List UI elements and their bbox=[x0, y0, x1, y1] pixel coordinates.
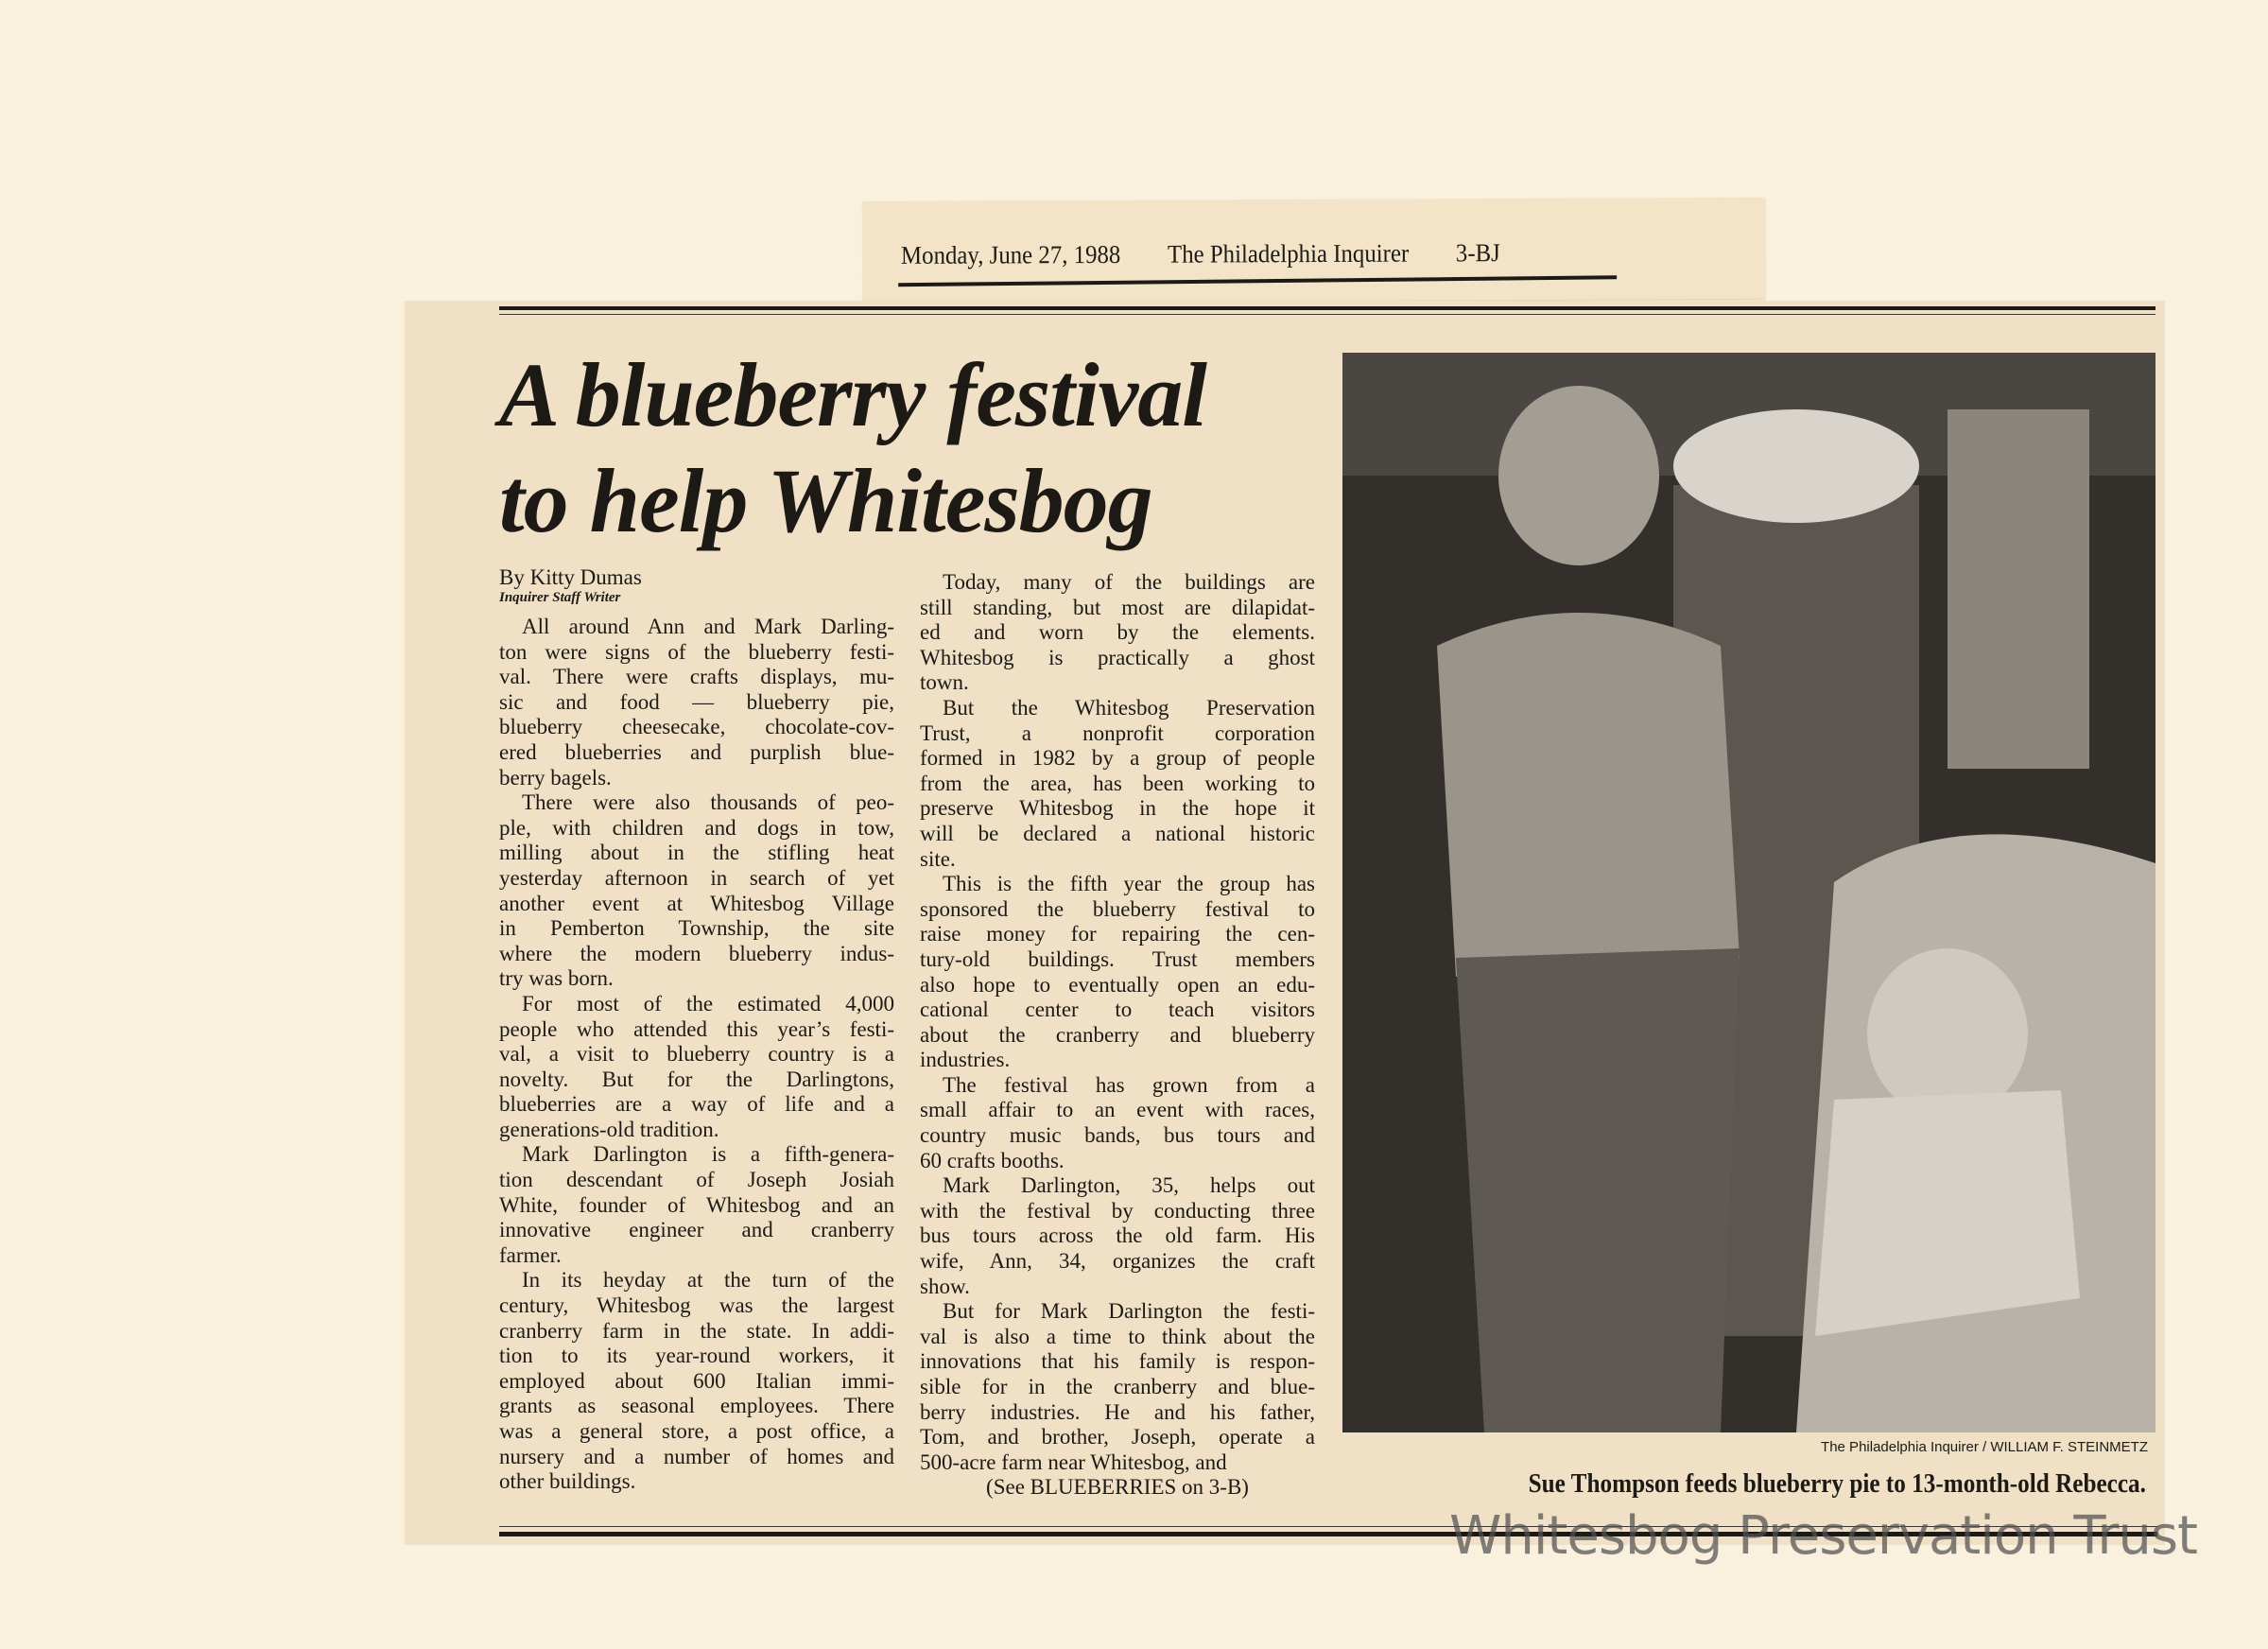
article-line: sponsored the blueberry festival to bbox=[920, 896, 1315, 921]
headline-line-2: to help Whitesbog bbox=[499, 450, 1152, 551]
article-line: val is also a time to think about the bbox=[920, 1324, 1315, 1348]
article-line: There were also thousands of peo- bbox=[522, 790, 894, 815]
article-line: innovations that his family is respon- bbox=[920, 1349, 1315, 1374]
article-line: formed in 1982 by a group of people bbox=[920, 746, 1315, 771]
article-line: century, Whitesbog was the largest bbox=[499, 1293, 894, 1318]
masthead-date: Monday, June 27, 1988 bbox=[900, 239, 1121, 269]
article-line: val. There were crafts displays, mu- bbox=[499, 665, 894, 689]
article-line: grants as seasonal employees. There bbox=[499, 1394, 894, 1418]
article-line: with the festival by conducting three bbox=[920, 1198, 1315, 1223]
masthead-rule bbox=[898, 275, 1617, 286]
top-rule bbox=[499, 306, 2155, 310]
baby-body bbox=[1815, 1090, 2080, 1336]
article-line: preserve Whitesbog in the hope it bbox=[920, 796, 1315, 821]
article-line: country music bands, bus tours and bbox=[920, 1123, 1315, 1148]
article-line: Today, many of the buildings are bbox=[943, 570, 1315, 594]
article-line: generations-old tradition. bbox=[499, 1117, 719, 1141]
article-line: Tom, and brother, Joseph, operate a bbox=[920, 1425, 1315, 1449]
article-line: All around Ann and Mark Darling- bbox=[522, 615, 894, 638]
watermark: Whitesbog Preservation Trust bbox=[1449, 1505, 2197, 1567]
article-line: blueberries are a way of life and a bbox=[499, 1092, 894, 1117]
photo-credit: The Philadelphia Inquirer / WILLIAM F. STEINMETZ bbox=[1821, 1439, 2148, 1455]
article-line: berry industries. He and his father, bbox=[920, 1399, 1315, 1424]
photo-caption: Sue Thompson feeds blueberry pie to 13-month-old Rebecca. bbox=[1528, 1469, 2146, 1499]
headline bbox=[499, 342, 1206, 554]
article-line: other buildings. bbox=[499, 1469, 636, 1494]
article-line: sible for in the cranberry and blue- bbox=[920, 1375, 1315, 1398]
article-line: another event at Whitesbog Village bbox=[499, 891, 894, 915]
article-line: But for Mark Darlington the festi- bbox=[943, 1299, 1315, 1324]
article-line: ton were signs of the blueberry festi- bbox=[499, 639, 894, 664]
article-line: novelty. But for the Darlingtons, bbox=[499, 1067, 894, 1091]
article-line: raise money for repairing the cen- bbox=[920, 922, 1315, 946]
article-line: people who attended this year’s festi- bbox=[499, 1016, 894, 1041]
article-line: innovative engineer and cranberry bbox=[499, 1218, 894, 1242]
article-line: from the area, has been working to bbox=[920, 771, 1315, 795]
masthead-page: 3-BJ bbox=[1455, 238, 1500, 268]
article-column-2 bbox=[920, 570, 1315, 1501]
article-line: Trust, a nonprofit corporation bbox=[920, 720, 1315, 745]
article-line: Mark Darlington, 35, helps out bbox=[943, 1173, 1315, 1198]
woman-head bbox=[1498, 386, 1659, 565]
article-column-1 bbox=[499, 615, 894, 1495]
photo bbox=[1342, 353, 2155, 1432]
article-line: will be declared a national historic bbox=[920, 821, 1315, 845]
article-line: White, founder of Whitesbog and an bbox=[499, 1192, 894, 1217]
article-line: This is the fifth year the group has bbox=[943, 872, 1315, 896]
article-line: blueberry cheesecake, chocolate-cov- bbox=[499, 715, 894, 739]
article-line: also hope to eventually open an edu- bbox=[920, 972, 1315, 997]
photo-image bbox=[1342, 353, 2155, 1432]
article-line: nursery and a number of homes and bbox=[499, 1444, 894, 1468]
article-line: where the modern blueberry indus- bbox=[499, 941, 894, 965]
article-line: For most of the estimated 4,000 bbox=[522, 991, 894, 1015]
woman-shirt bbox=[1437, 613, 1740, 977]
article-line: sic and food — blueberry pie, bbox=[499, 689, 894, 714]
article-line: milling about in the stifling heat bbox=[499, 841, 894, 865]
article-line: But the Whitesbog Preservation bbox=[943, 695, 1315, 720]
article-line: Whitesbog is practically a ghost bbox=[920, 645, 1315, 669]
article-line: bus tours across the old farm. His bbox=[920, 1224, 1315, 1248]
article-line: ed and worn by the elements. bbox=[920, 620, 1315, 645]
article-line: 500-acre farm near Whitesbog, and bbox=[920, 1449, 1227, 1474]
article-line: ered blueberries and purplish blue- bbox=[499, 739, 894, 764]
article-line: was a general store, a post office, a bbox=[499, 1419, 894, 1443]
article-line: try was born. bbox=[499, 966, 614, 991]
article-line: site. bbox=[920, 846, 956, 871]
article-line: The festival has grown from a bbox=[943, 1072, 1315, 1097]
headline-line-1: A blueberry festival bbox=[499, 344, 1206, 445]
article-line: town. bbox=[920, 670, 969, 695]
newspaper-clipping bbox=[405, 301, 2165, 1545]
woman-jeans bbox=[1456, 948, 1740, 1432]
byline: By Kitty Dumas bbox=[499, 565, 642, 589]
article-line: tury-old buildings. Trust members bbox=[920, 946, 1315, 971]
article-line: small affair to an event with races, bbox=[920, 1098, 1315, 1122]
continuation-note: (See BLUEBERRIES on 3-B) bbox=[986, 1475, 1249, 1500]
article-line: In its heyday at the turn of the bbox=[522, 1268, 894, 1293]
article-line: tion descendant of Joseph Josiah bbox=[499, 1168, 894, 1192]
article-line: cational center to teach visitors bbox=[920, 998, 1315, 1022]
article-line: about the cranberry and blueberry bbox=[920, 1022, 1315, 1047]
top-rule-thin bbox=[499, 314, 2155, 315]
masthead-paper: The Philadelphia Inquirer bbox=[1167, 238, 1410, 269]
article-line: val, a visit to blueberry country is a bbox=[499, 1042, 894, 1067]
article-line: berry bagels. bbox=[499, 765, 612, 790]
article-line: employed about 600 Italian immi- bbox=[499, 1368, 894, 1393]
pie-on-stand bbox=[1673, 409, 1919, 523]
article-line: farmer. bbox=[499, 1242, 562, 1267]
article-line: ple, with children and dogs in tow, bbox=[499, 815, 894, 840]
article-line: yesterday afternoon in search of yet bbox=[499, 865, 894, 890]
article-line: 60 crafts booths. bbox=[920, 1148, 1065, 1172]
byline-role: Inquirer Staff Writer bbox=[499, 590, 621, 605]
masthead-line bbox=[901, 238, 1500, 270]
article-line: show. bbox=[920, 1274, 970, 1298]
article-line: wife, Ann, 34, organizes the craft bbox=[920, 1249, 1315, 1274]
article-line: Mark Darlington is a fifth-genera- bbox=[522, 1142, 894, 1167]
article-line: industries. bbox=[920, 1048, 1011, 1072]
article-line: in Pemberton Township, the site bbox=[499, 916, 894, 941]
masthead-strip bbox=[863, 198, 1765, 303]
article-line: still standing, but most are dilapidat- bbox=[920, 595, 1315, 619]
article-line: tion to its year-round workers, it bbox=[499, 1344, 894, 1368]
article-line: cranberry farm in the state. In addi- bbox=[499, 1318, 894, 1343]
